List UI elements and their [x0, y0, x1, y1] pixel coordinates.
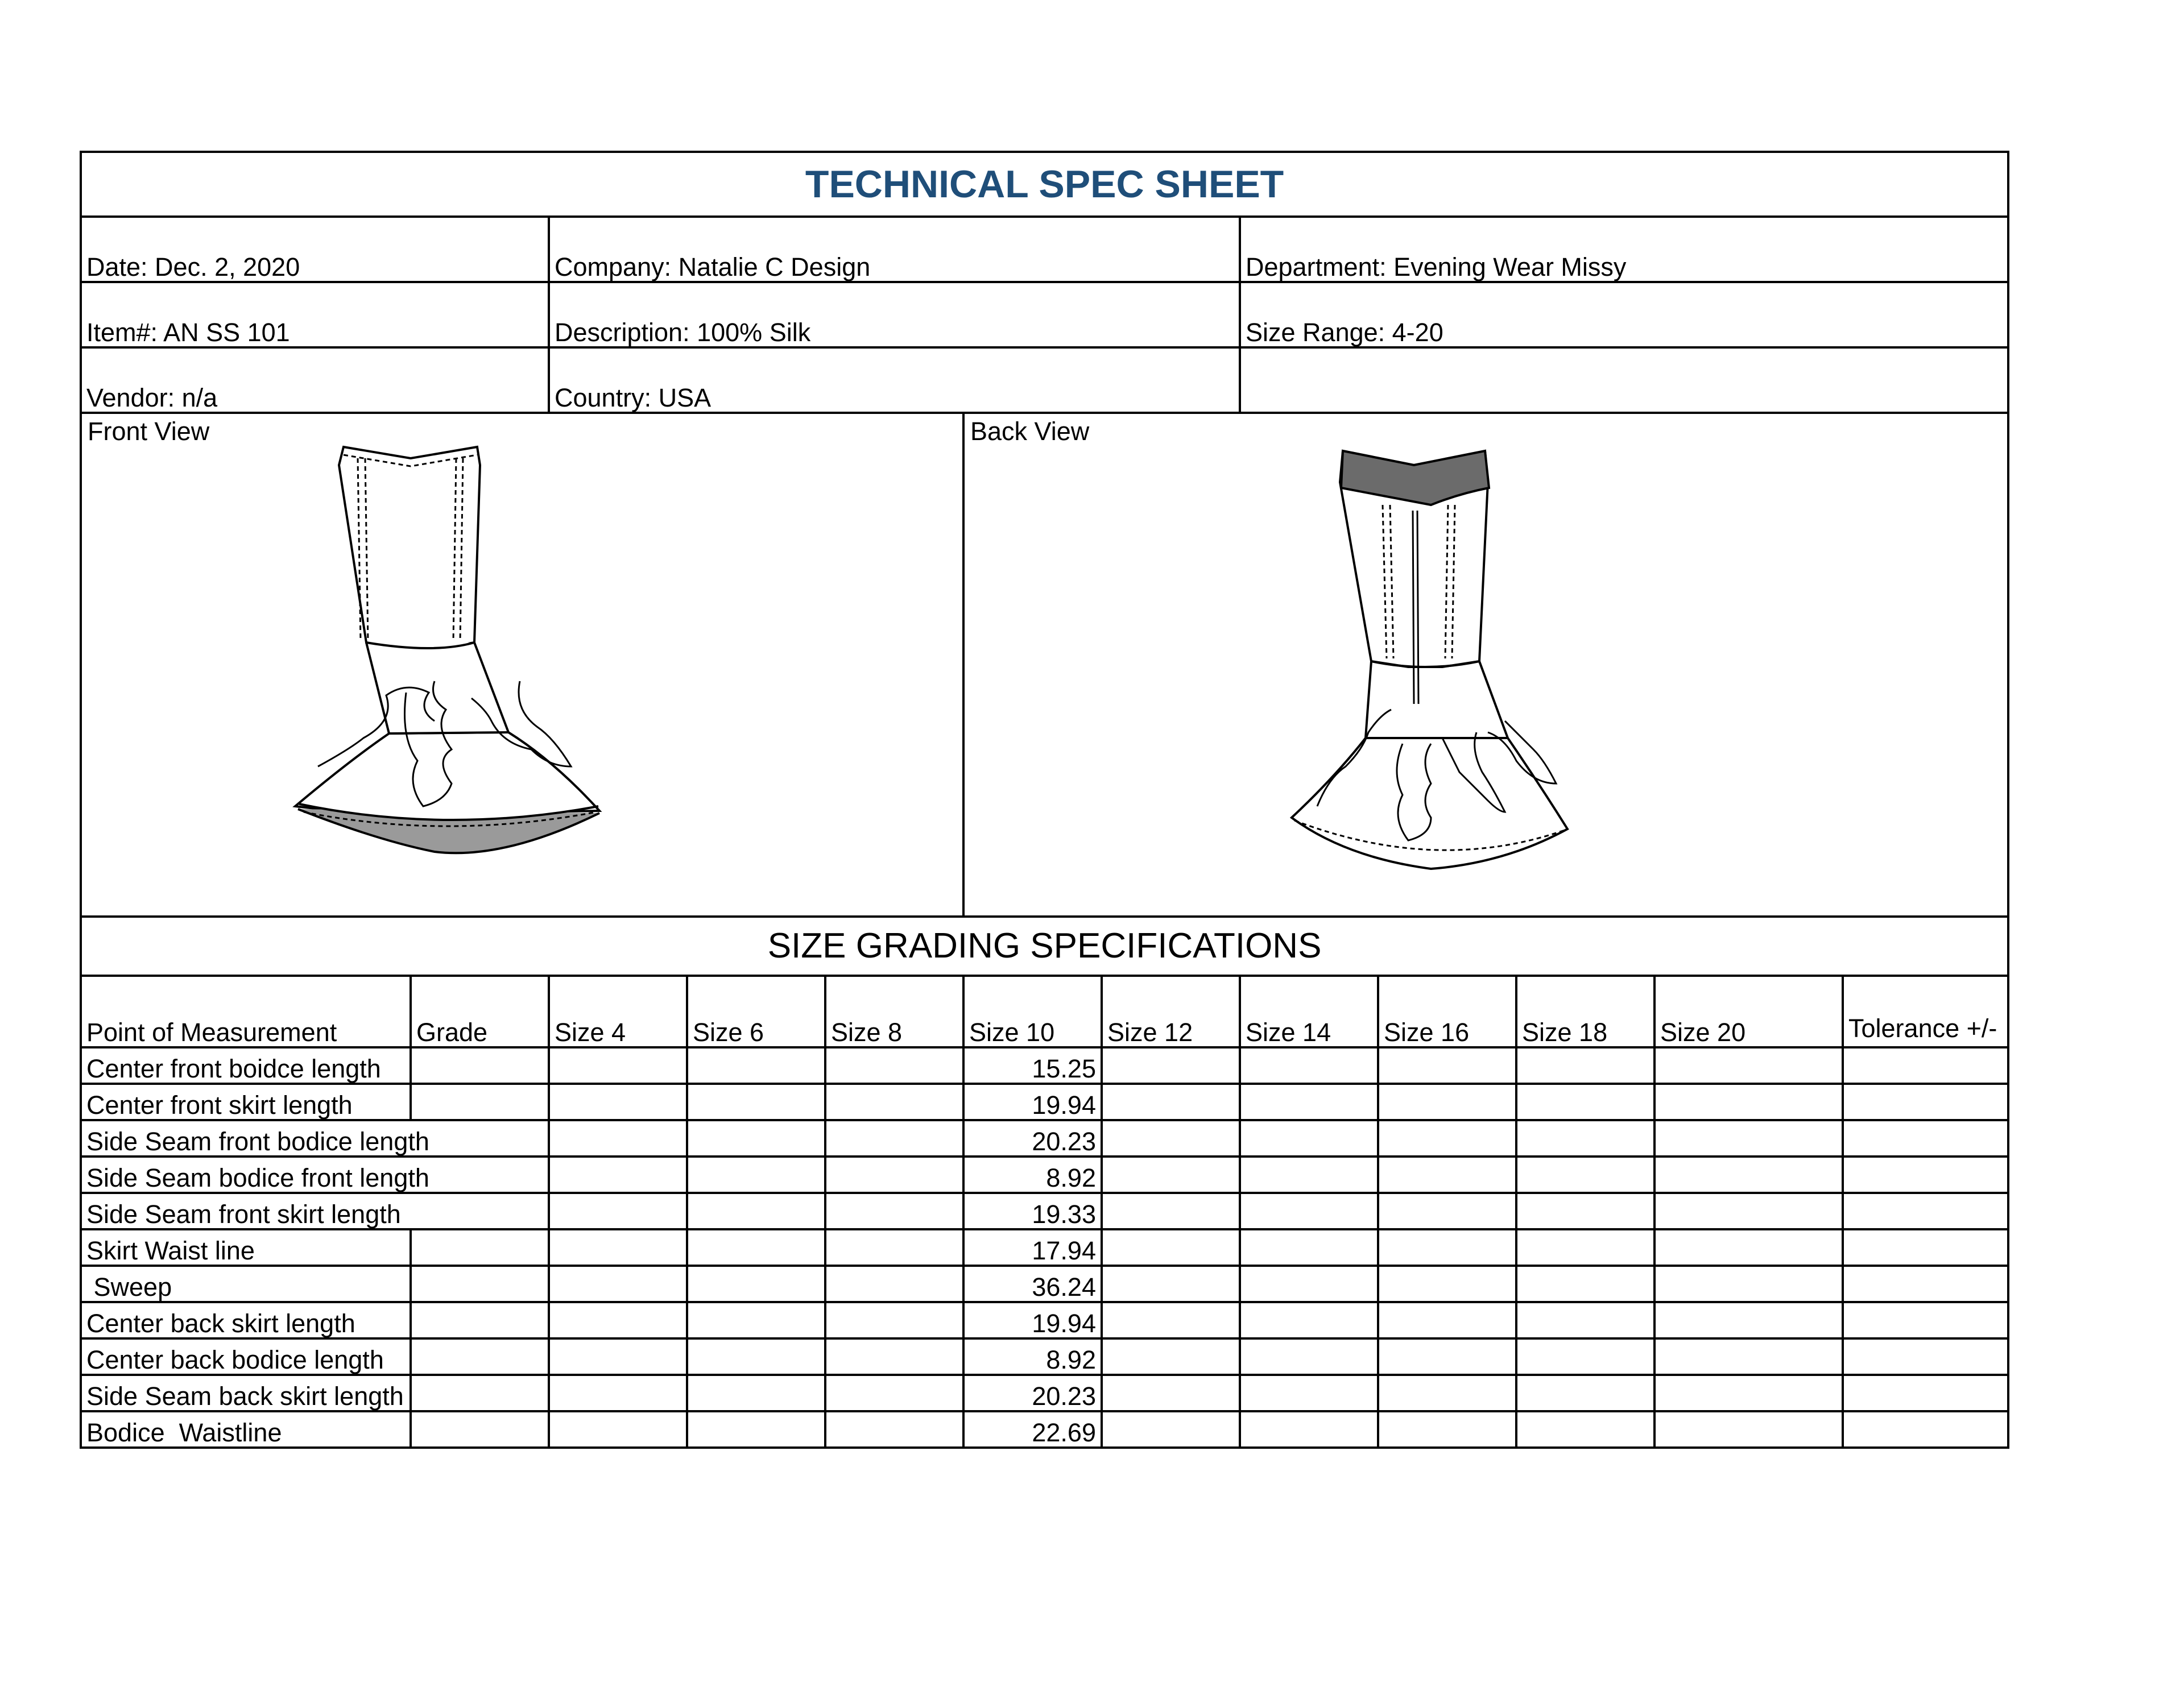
- size10-value: 8.92: [963, 1338, 1102, 1375]
- department-field: Department: Evening Wear Missy: [1240, 217, 2008, 282]
- header-point: Point of Measurement: [81, 976, 411, 1047]
- header-tolerance: Tolerance +/-: [1843, 976, 2008, 1047]
- back-view-label: Back View: [970, 417, 1090, 446]
- table-row: [81, 1229, 2008, 1266]
- measurement-point: Center back bodice length: [81, 1338, 411, 1375]
- empty-info-cell: [1240, 347, 2008, 413]
- item-field: Item#: AN SS 101: [81, 282, 549, 347]
- header-size-18: Size 18: [1516, 976, 1654, 1047]
- company-field: Company: Natalie C Design: [549, 217, 1240, 282]
- front-dress-sketch: [264, 442, 628, 897]
- header-size-4: Size 4: [549, 976, 687, 1047]
- table-row: [81, 1302, 2008, 1338]
- table-row: [81, 1411, 2008, 1448]
- date-field: Date: Dec. 2, 2020: [81, 217, 549, 282]
- size10-value: 20.23: [963, 1120, 1102, 1157]
- table-row: [81, 1193, 2008, 1229]
- header-size-14: Size 14: [1240, 976, 1378, 1047]
- measurement-point: Side Seam bodice front length: [81, 1157, 411, 1193]
- size10-value: 36.24: [963, 1266, 1102, 1302]
- measurement-point: Bodice Waistline: [81, 1411, 411, 1448]
- size10-value: 17.94: [963, 1229, 1102, 1266]
- header-size-16: Size 16: [1378, 976, 1516, 1047]
- back-dress-sketch: [1249, 442, 1636, 909]
- country-field: Country: USA: [549, 347, 1240, 413]
- table-row: [81, 1120, 2008, 1157]
- header-size-12: Size 12: [1102, 976, 1240, 1047]
- sheet-title: TECHNICAL SPEC SHEET: [81, 152, 2008, 217]
- size10-value: 22.69: [963, 1411, 1102, 1448]
- size-range-field: Size Range: 4-20: [1240, 282, 2008, 347]
- table-row: [81, 1084, 2008, 1120]
- header-size-10: Size 10: [963, 976, 1102, 1047]
- size10-value: 8.92: [963, 1157, 1102, 1193]
- size10-value: 19.33: [963, 1193, 1102, 1229]
- header-size-20: Size 20: [1654, 976, 1843, 1047]
- measurement-point: Center front boidce length: [81, 1047, 411, 1084]
- front-view-label: Front View: [88, 417, 210, 446]
- size10-value: 15.25: [963, 1047, 1102, 1084]
- table-row: [81, 1375, 2008, 1411]
- header-grade: Grade: [411, 976, 549, 1047]
- table-row: [81, 1047, 2008, 1084]
- header-size-8: Size 8: [825, 976, 963, 1047]
- table-row: [81, 1157, 2008, 1193]
- measurement-point: Center back skirt length: [81, 1302, 411, 1338]
- table-row: [81, 1266, 2008, 1302]
- measurement-point: Side Seam front skirt length: [81, 1193, 411, 1229]
- header-size-6: Size 6: [687, 976, 825, 1047]
- spec-table: [80, 151, 2009, 1449]
- size10-value: 19.94: [963, 1084, 1102, 1120]
- size10-value: 20.23: [963, 1375, 1102, 1411]
- measurement-point: Sweep: [81, 1266, 411, 1302]
- back-view-panel: [963, 413, 2008, 917]
- description-field: Description: 100% Silk: [549, 282, 1240, 347]
- table-row: [81, 1338, 2008, 1375]
- front-view-panel: [81, 413, 963, 917]
- size10-value: 19.94: [963, 1302, 1102, 1338]
- measurement-point: Skirt Waist line: [81, 1229, 411, 1266]
- measurement-point: Side Seam front bodice length: [81, 1120, 411, 1157]
- grading-title: SIZE GRADING SPECIFICATIONS: [81, 917, 2008, 976]
- vendor-field: Vendor: n/a: [81, 347, 549, 413]
- spec-sheet: [80, 151, 2003, 1449]
- measurement-point: Side Seam back skirt length: [81, 1375, 411, 1411]
- measurement-point: Center front skirt length: [81, 1084, 411, 1120]
